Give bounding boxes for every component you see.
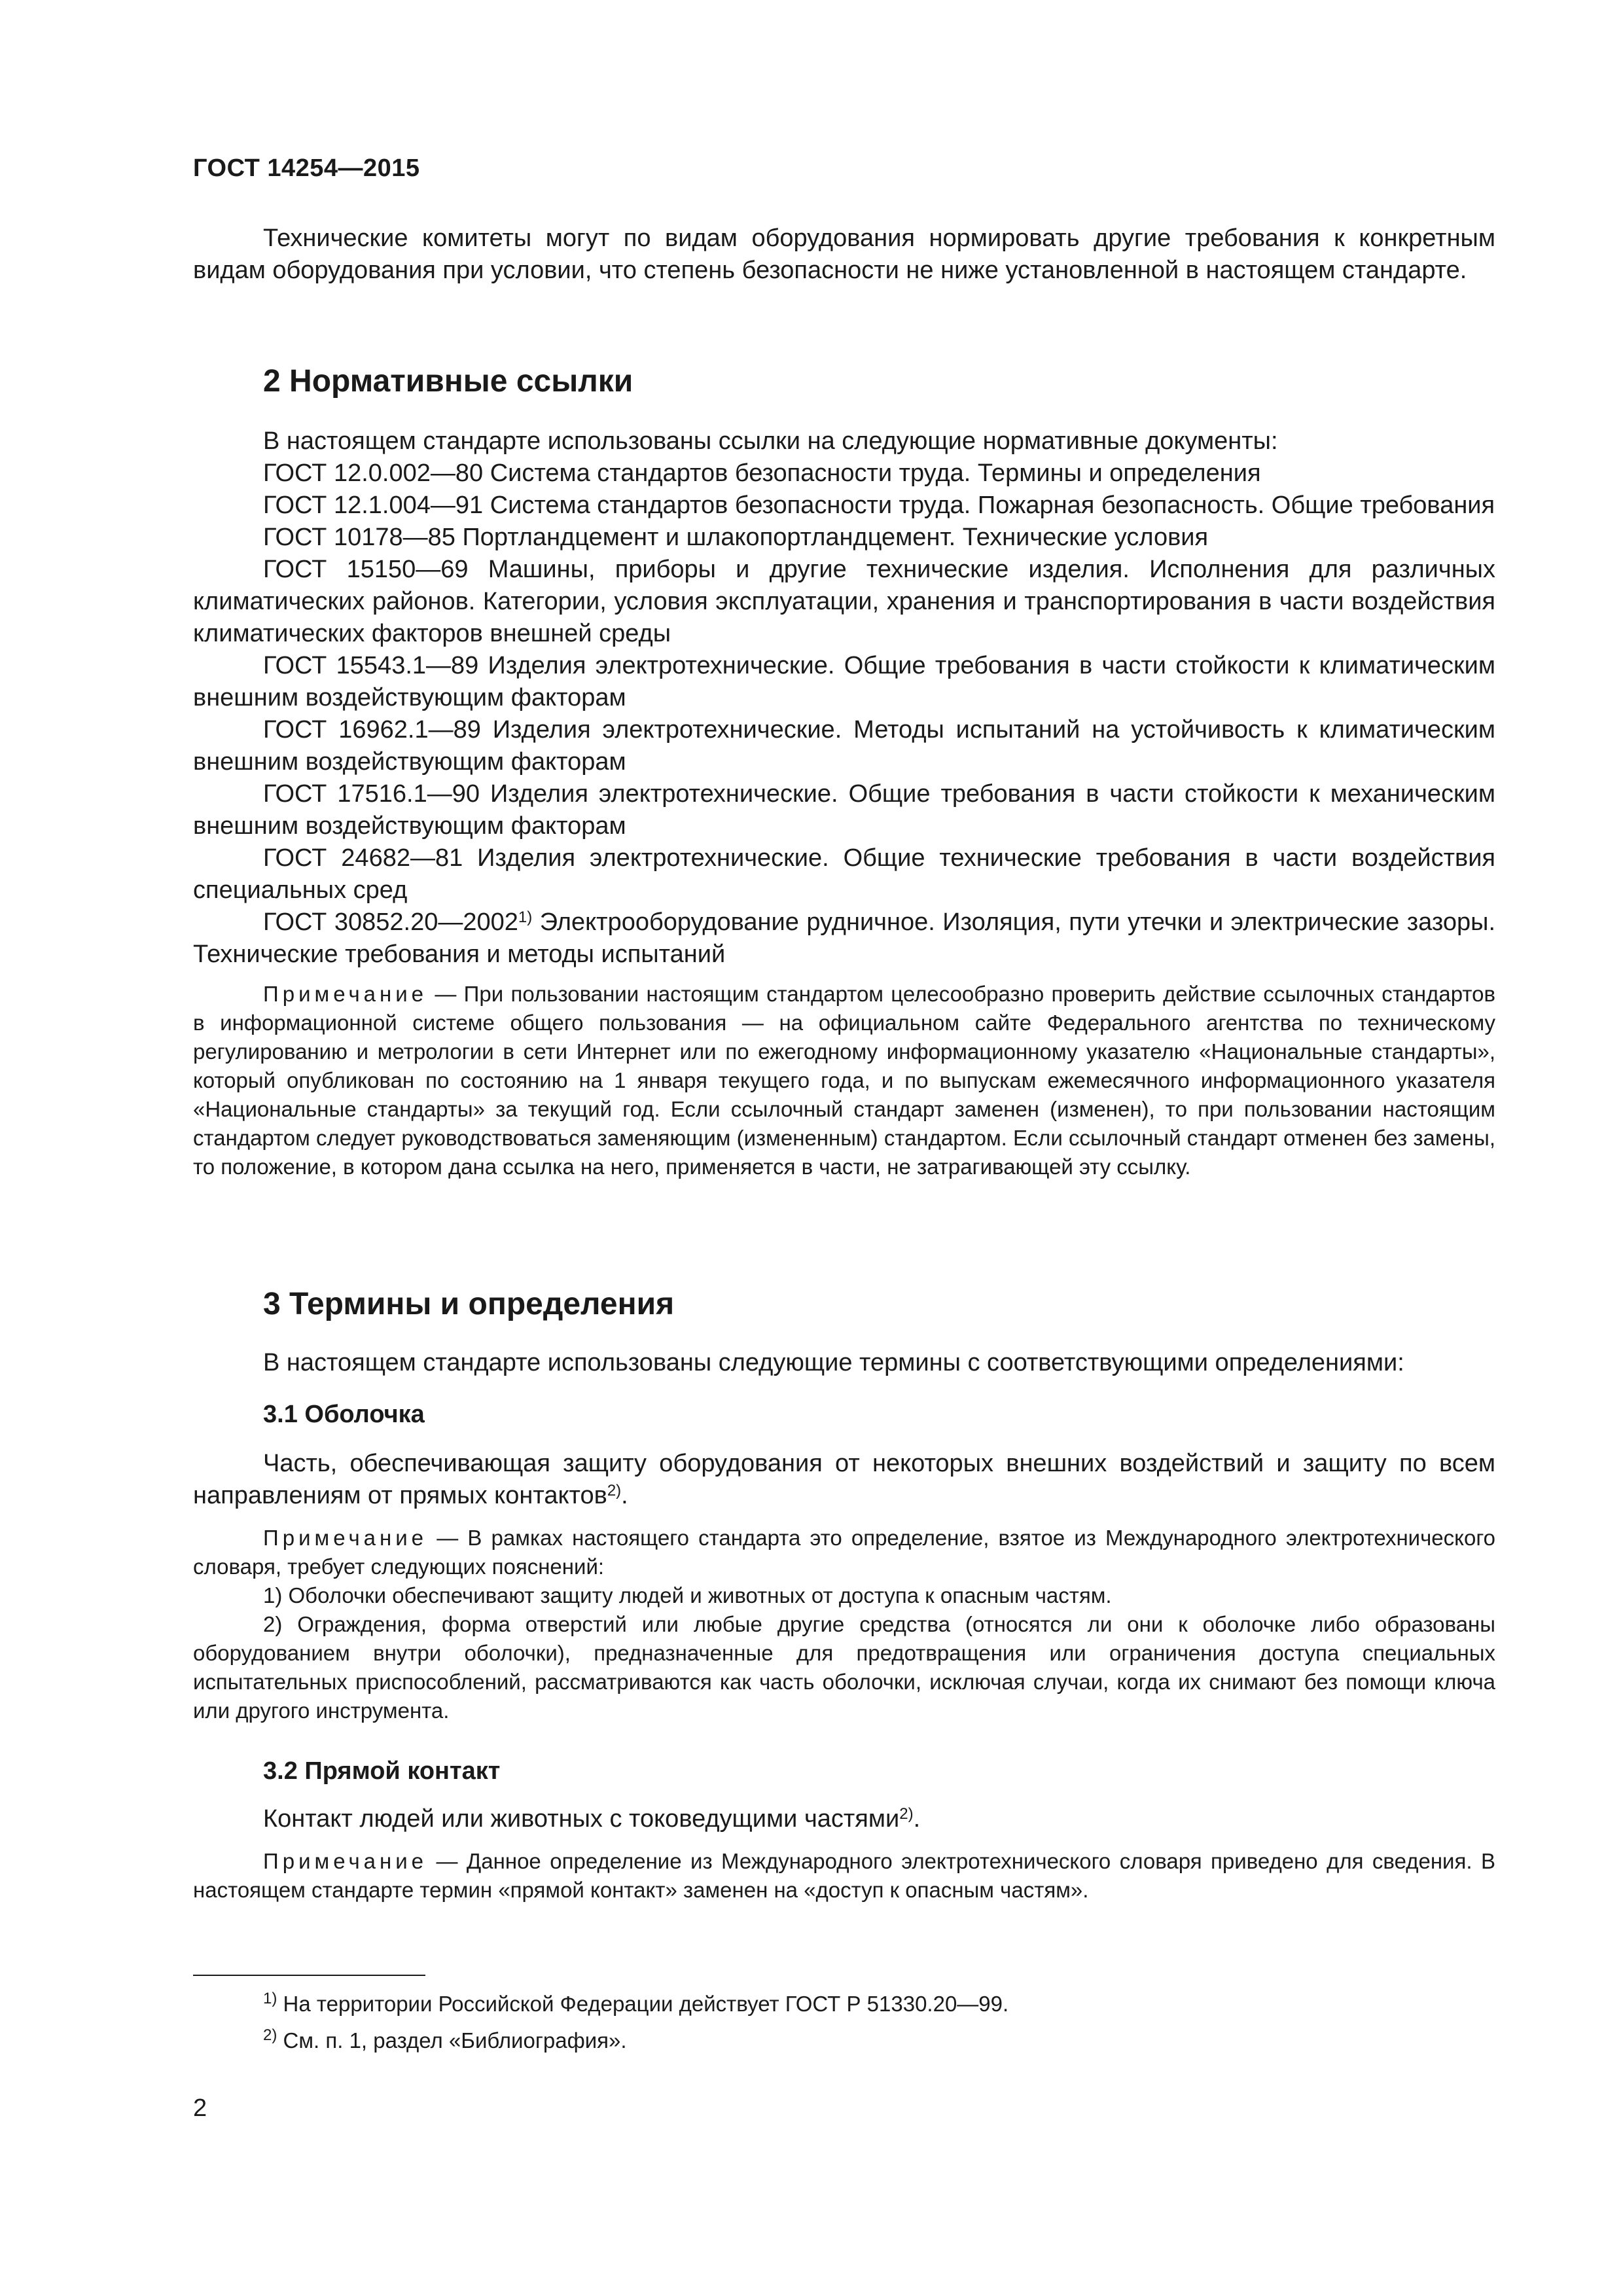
intro-paragraph	[193, 223, 1495, 287]
term-3-1-def-text: Часть, обеспечивающая защиту оборудования от некоторых внешних воздействий и защиту по всем направлениям от прямых контактов	[193, 1450, 1495, 1509]
normative-ref: ГОСТ 10178—85 Портландцемент и шлакопортландцемент. Технические условия	[263, 524, 1209, 551]
note-label: Примечание	[263, 1849, 428, 1873]
section-2-note	[193, 980, 1495, 1181]
note-text: — В рамках настоящего стандарта это определение, взятое из Международного электротехнического словаря, требует следующих пояснений:	[193, 1526, 1495, 1579]
section-3-title: 3 Термины и определения	[263, 1287, 675, 1321]
footnote-mark: 2)	[263, 2026, 277, 2044]
term-3-2-note	[193, 1847, 1495, 1905]
page-number: 2	[193, 2094, 207, 2122]
footnote-mark: 1)	[263, 1990, 277, 2007]
term-3-1-def-end: .	[621, 1482, 628, 1509]
term-3-2-body	[193, 1803, 1495, 1905]
section-3-lead: В настоящем стандарте использованы следующие термины с соответствующими определениями:	[263, 1349, 1404, 1376]
note-text: — Данное определение из Международного электротехнического словаря приведено для сведения. В настоящем стандарте термин «прямой контакт» заменен на «доступ к опасным частям».	[193, 1849, 1495, 1902]
term-3-1-body	[193, 1448, 1495, 1725]
footnote-text: На территории Российской Федерации действует ГОСТ Р 51330.20—99.	[283, 1992, 1009, 2016]
term-3-1-title: 3.1 Оболочка	[263, 1401, 425, 1428]
section-2-body	[193, 425, 1495, 1181]
note-text: — При пользовании настоящим стандартом целесообразно проверить действие ссылочных стандартов в информационной системе общего пользования — на официальном сайте Федерального агентства по техническому регулированию и метрологии в сети Интернет или по ежегодному информационному указателю «Национальные стандарты», который опубликован по состоянию на 1 января текущего года, и по выпускам ежемесячного информационного указателя «Национальные стандарты» за текущий год. Если ссылочный стандарт заменен (изменен), то при пользовании настоящим стандартом следует руководствоваться заменяющим (измененным) стандартом. Если ссылочный стандарт отменен без замены, то положение, в котором дана ссылка на него, применяется в части, не затрагивающей эту ссылку.	[193, 982, 1495, 1179]
term-3-2-title: 3.2 Прямой контакт	[263, 1757, 501, 1785]
document-header: ГОСТ 14254—2015	[193, 154, 420, 182]
normative-ref: ГОСТ 24682—81 Изделия электротехнические. Общие технические требования в части воздействия специальных сред	[193, 844, 1495, 904]
ref-last-pre: ГОСТ 30852.20—2002	[263, 908, 518, 936]
footnote-separator	[193, 1975, 425, 1976]
term-3-2-def-end: .	[913, 1805, 921, 1833]
footnote-ref-2: 2)	[607, 1482, 622, 1499]
term-3-1-note	[193, 1524, 1495, 1581]
normative-ref: ГОСТ 12.1.004—91 Система стандартов безопасности труда. Пожарная безопасность. Общие требования	[263, 492, 1495, 519]
term-3-1-note-item: 1) Оболочки обеспечивают защиту людей и животных от доступа к опасным частям.	[263, 1583, 1112, 1607]
normative-ref: ГОСТ 17516.1—90 Изделия электротехнические. Общие требования в части стойкости к механическим внешним воздействующим факторам	[193, 780, 1495, 840]
section-3-lead-block	[193, 1347, 1495, 1379]
term-3-2-definition	[193, 1803, 1495, 1835]
normative-ref-last	[193, 906, 1495, 971]
normative-ref: ГОСТ 15150—69 Машины, приборы и другие технические изделия. Исполнения для различных климатических районов. Категории, условия эксплуатации, хранения и транспортирования в части воздействия климатических факторов внешней среды	[193, 556, 1495, 647]
ref-last-post: Электрооборудование рудничное. Изоляция, пути утечки и электрические зазоры. Технические требования и методы испытаний	[193, 908, 1496, 968]
footnote-ref-2: 2)	[899, 1805, 914, 1823]
note-label: Примечание	[263, 982, 428, 1006]
section-2-title: 2 Нормативные ссылки	[263, 364, 633, 399]
normative-ref: ГОСТ 12.0.002—80 Система стандартов безопасности труда. Термины и определения	[263, 459, 1261, 487]
intro-text: Технические комитеты могут по видам оборудования нормировать другие требования к конкретным видам оборудования при условии, что степень безопасности не ниже установленной в настоящем стандарте.	[193, 224, 1495, 284]
footnote-ref-1: 1)	[518, 908, 533, 926]
note-label: Примечание	[263, 1526, 428, 1550]
footnote-1	[263, 1990, 1008, 2018]
term-3-1-note-item: 2) Ограждения, форма отверстий или любые другие средства (относятся ли они к оболочке либо образованы оборудованием внутри оболочки), предназначенные для предотвращения или ограничения доступа специальных испытательных приспособлений, рассматриваются как часть оболочки, исключая случаи, когда их снимают без помощи ключа или другого инструмента.	[193, 1612, 1495, 1723]
footnote-2	[263, 2026, 627, 2055]
term-3-1-definition	[193, 1448, 1495, 1512]
normative-ref: ГОСТ 15543.1—89 Изделия электротехнические. Общие требования в части стойкости к климатическим внешним воздействующим факторам	[193, 652, 1495, 711]
term-3-2-def-text: Контакт людей или животных с токоведущими частями	[263, 1805, 900, 1833]
footnote-text: См. п. 1, раздел «Библиография».	[283, 2028, 627, 2053]
section-2-lead: В настоящем стандарте использованы ссылки на следующие нормативные документы:	[263, 427, 1278, 455]
normative-ref: ГОСТ 16962.1—89 Изделия электротехнические. Методы испытаний на устойчивость к климатическим внешним воздействующим факторам	[193, 716, 1495, 776]
